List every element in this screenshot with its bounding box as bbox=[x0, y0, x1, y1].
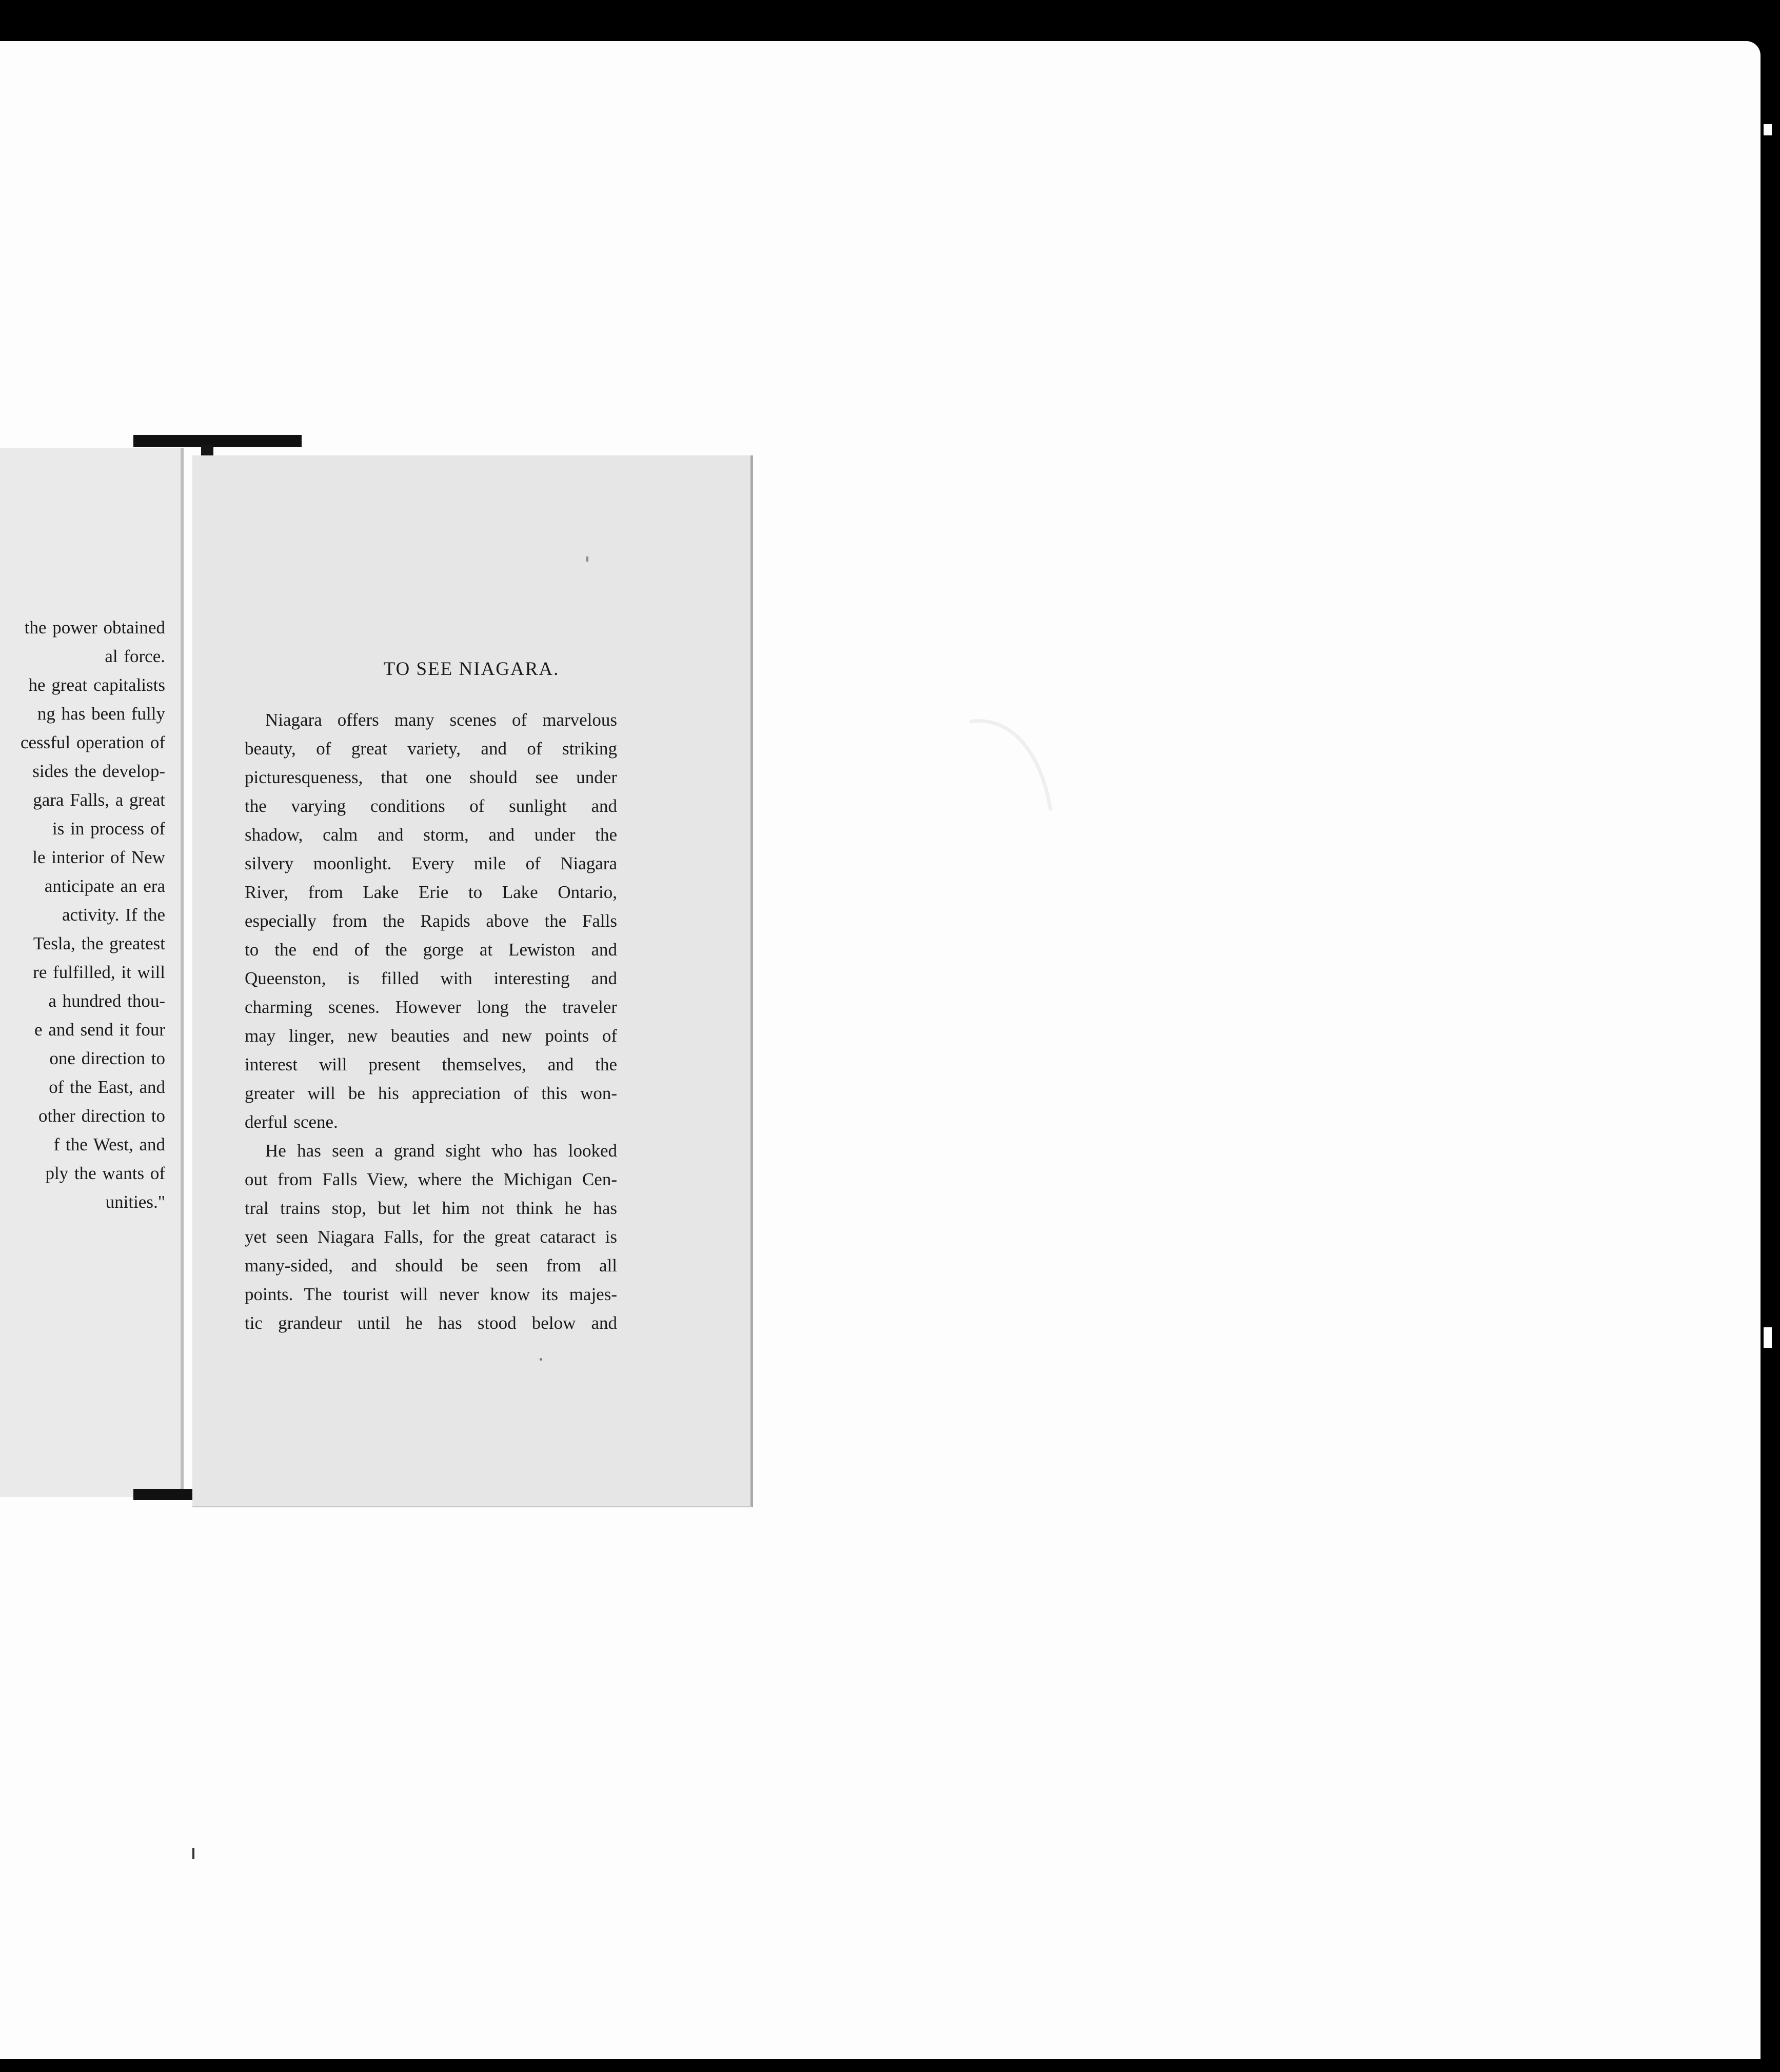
left-text-line: f the West, and bbox=[53, 1134, 165, 1154]
right-text-line: yet seen Niagara Falls, for the great cataract is bbox=[245, 1227, 617, 1247]
left-page-text bbox=[21, 613, 165, 1217]
left-text-line: one direction to bbox=[49, 1048, 165, 1068]
left-text-line: is in process of bbox=[52, 819, 165, 839]
right-text-line: beauty, of great variety, and of striking bbox=[245, 739, 617, 759]
speck bbox=[192, 1848, 194, 1859]
right-text-line: greater will be his appreciation of this won- bbox=[245, 1083, 617, 1103]
left-text-line: other direction to bbox=[38, 1106, 165, 1126]
left-text-line: a hundred thou- bbox=[48, 991, 165, 1011]
right-text-line: the varying conditions of sunlight and bbox=[245, 796, 617, 816]
page-title: TO SEE NIAGARA. bbox=[383, 659, 560, 680]
right-text-line: picturesqueness, that one should see under bbox=[245, 767, 617, 787]
left-text-line: gara Falls, a great bbox=[33, 790, 165, 810]
left-page bbox=[0, 448, 184, 1497]
left-text-line: anticipate an era bbox=[44, 876, 165, 896]
right-text-line: points. The tourist will never know its majes- bbox=[245, 1284, 617, 1304]
left-text-line: he great capitalists bbox=[28, 675, 165, 695]
left-text-line: sides the develop- bbox=[32, 761, 165, 781]
binding-edge-top bbox=[133, 435, 302, 447]
right-text-line: especially from the Rapids above the Falls bbox=[245, 911, 617, 931]
left-text-line: ng has been fully bbox=[37, 704, 165, 724]
right-text-line: many-sided, and should be seen from all bbox=[245, 1256, 617, 1276]
right-page bbox=[192, 455, 753, 1507]
speck bbox=[540, 1358, 542, 1361]
right-text-line: Queenston, is filled with interesting and bbox=[245, 968, 617, 988]
right-text-line: He has seen a grand sight who has looked bbox=[265, 1141, 617, 1161]
right-text-line: tic grandeur until he has stood below and bbox=[245, 1313, 617, 1333]
right-text-line: may linger, new beauties and new points of bbox=[245, 1026, 617, 1046]
right-text-line: shadow, calm and storm, and under the bbox=[245, 825, 617, 845]
edge-tab bbox=[1764, 1327, 1772, 1348]
left-text-line: activity. If the bbox=[62, 905, 165, 925]
right-text-line: out from Falls View, where the Michigan Cen- bbox=[245, 1169, 617, 1189]
speck bbox=[586, 556, 588, 562]
right-text-line: charming scenes. However long the traveler bbox=[245, 997, 617, 1017]
left-text-line: re fulfilled, it will bbox=[33, 962, 165, 982]
right-text-line: derful scene. bbox=[245, 1112, 338, 1132]
left-text-line: of the East, and bbox=[49, 1077, 165, 1097]
right-text-line: to the end of the gorge at Lewiston and bbox=[245, 940, 617, 960]
left-text-line: unities." bbox=[105, 1192, 165, 1212]
left-text-line: the power obtained bbox=[24, 617, 165, 637]
right-text-line: tral trains stop, but let him not think he has bbox=[245, 1198, 617, 1218]
left-text-line: al force. bbox=[105, 646, 165, 666]
right-page-text bbox=[245, 706, 617, 1338]
left-text-line: le interior of New bbox=[32, 847, 165, 867]
right-text-line: Niagara offers many scenes of marvelous bbox=[265, 710, 617, 730]
edge-tab bbox=[1764, 124, 1772, 135]
left-text-line: e and send it four bbox=[34, 1020, 165, 1040]
scan-scratch-mark bbox=[964, 715, 1057, 818]
right-text-line: interest will present themselves, and the bbox=[245, 1054, 617, 1074]
left-text-line: Tesla, the greatest bbox=[33, 933, 165, 953]
right-text-line: silvery moonlight. Every mile of Niagara bbox=[245, 853, 617, 873]
right-text-line: River, from Lake Erie to Lake Ontario, bbox=[245, 882, 617, 902]
left-text-line: ply the wants of bbox=[45, 1163, 165, 1183]
left-text-line: cessful operation of bbox=[20, 732, 165, 752]
